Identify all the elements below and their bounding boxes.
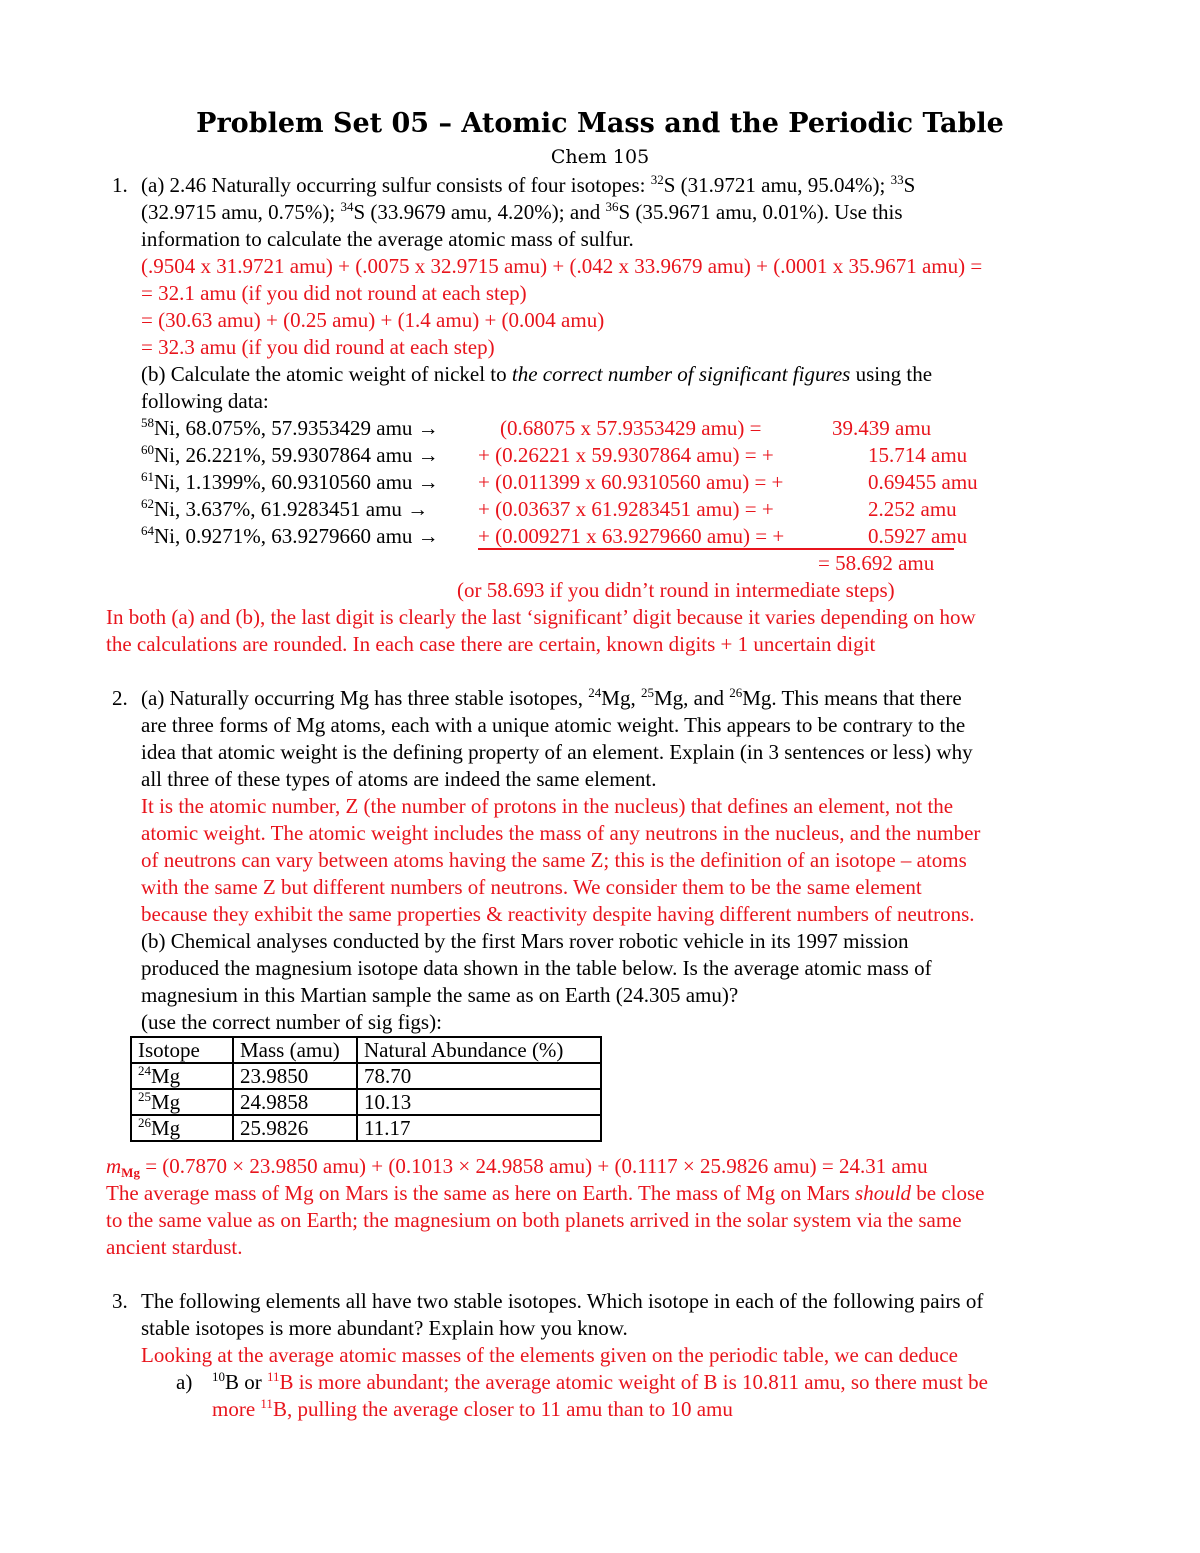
q1a-answer-4: = 32.3 amu (if you did round at each step) [141,335,495,359]
mg-isotope-table [130,1036,602,1142]
ni-calc-60: + (0.26221 x 59.9307864 amu) = + [478,443,774,467]
q2a-answer-5: because they exhibit the same properties & reactivity despite having different numbers of neutrons. [141,902,975,926]
ni-result-62: 2.252 amu [868,497,957,521]
table-cell: $^{26}$Mg [131,1115,233,1141]
table-cell: 10.13 [357,1089,601,1115]
q2b-line-4: (use the correct number of sig figs): [141,1010,442,1034]
q2a-line-2: are three forms of Mg atoms, each with a unique atomic weight. This appears to be contrary to the [141,713,966,737]
q1b-line-2: following data: [141,389,269,413]
course-label: Chem 105 [550,146,650,168]
ni-row-64: $^{64}$Ni, 0.9271%, 63.9279660 amu → [141,523,439,548]
q2a-answer-2: atomic weight. The atomic weight includes the mass of any neutrons in the nucleus, and the number [141,821,981,845]
q2a-line-1: (a) Naturally occurring Mg has three stable isotopes, $^{24}$Mg, $^{25}$Mg, and $^{26}$Mg. This means that there [141,685,962,710]
ni-result-58: 39.439 amu [832,416,932,440]
arrow-icon: → [417,416,439,440]
ni-total: = 58.692 amu [818,551,935,575]
ni-calc-62: + (0.03637 x 61.9283451 amu) = + [478,497,774,521]
ni-row-58: $^{58}$Ni, 68.075%, 57.9353429 amu → [141,415,439,440]
table-row [131,1115,601,1141]
q2a-line-3: idea that atomic weight is the defining property of an element. Explain (in 3 sentences or less) why [141,740,973,764]
table-row [131,1089,601,1115]
question-3-number: 3. [112,1289,128,1313]
arrow-icon: → [417,443,439,467]
table-cell: 11.17 [357,1115,601,1141]
ni-result-61: 0.69455 amu [868,470,978,494]
mg-mass-equation: $m_{Mg} = (0.7870 \times 23.9850$ amu) + (0.1013 × 24.9858 amu) + (0.1117 × 25.9826 amu) = 24.31 amu [106,1154,928,1180]
q2a-answer-1: It is the atomic number, Z (the number of protons in the nucleus) that defines an element, not the [141,794,954,818]
table-row [131,1063,601,1089]
table-cell: $^{25}$Mg [131,1089,233,1115]
q2b-answer-2: to the same value as on Earth; the magnesium on both planets arrived in the solar system via the same [106,1208,962,1232]
table-cell: 23.9850 [233,1063,357,1089]
q1b-line-1: (b) Calculate the atomic weight of nickel to the correct number of significant figures using the [141,362,933,386]
ni-result-64: 0.5927 amu [868,524,968,548]
q3-answer-1: Looking at the average atomic masses of the elements given on the periodic table, we can deduce [141,1343,958,1367]
q1a-line-2: (32.9715 amu, 0.75%); $^{34}$S (33.9679 amu, 4.20%); and $^{36}$S (35.9671 amu, 0.01%). Use this [141,199,903,224]
ni-calc-64: + (0.009271 x 63.9279660 amu) = + [478,524,785,548]
table-cell: 24.9858 [233,1089,357,1115]
q2a-answer-4: with the same Z but different numbers of neutrons. We consider them to be the same element [141,875,922,899]
q3-line-1: The following elements all have two stable isotopes. Which isotope in each of the following pairs of [141,1289,984,1313]
page-title: Problem Set 05 – Atomic Mass and the Periodic Table [196,108,1004,139]
q1a-answer-3: = (30.63 amu) + (0.25 amu) + (1.4 amu) + (0.004 amu) [141,308,605,332]
ni-result-60: 15.714 amu [868,443,968,467]
q2b-answer-1: The average mass of Mg on Mars is the same as here on Earth. The mass of Mg on Mars should be close [106,1181,985,1205]
arrow-icon: → [417,470,439,494]
q3a-line-2: more $^{11}$B, pulling the average closer to 11 amu than to 10 amu [212,1396,733,1421]
q2b-answer-3: ancient stardust. [106,1235,243,1259]
ni-calc-61: + (0.011399 x 60.9310560 amu) = + [478,470,784,494]
question-1-number: 1. [112,173,128,197]
q3a-label: a) [176,1370,193,1394]
ni-row-61: $^{61}$Ni, 1.1399%, 60.9310560 amu → [141,469,439,494]
table-cell: $^{24}$Mg [131,1063,233,1089]
question-2-number: 2. [112,686,128,710]
ni-row-62: $^{62}$Ni, 3.637%, 61.9283451 amu → [141,496,429,521]
table-header: Mass (amu) [233,1037,357,1063]
arrow-icon: → [417,524,439,548]
q2b-line-2: produced the magnesium isotope data shown in the table below. Is the average atomic mass of [141,956,932,980]
table-header: Natural Abundance (%) [357,1037,601,1063]
q2b-line-1: (b) Chemical analyses conducted by the first Mars rover robotic vehicle in its 1997 mission [141,929,909,953]
table-cell: 25.9826 [233,1115,357,1141]
q1a-answer-2: = 32.1 amu (if you did not round at each step) [141,281,527,305]
q2b-line-3: magnesium in this Martian sample the same as on Earth (24.305 amu)? [141,983,739,1007]
q2a-line-4: all three of these types of atoms are indeed the same element. [141,767,657,791]
arrow-icon: → [407,497,429,521]
ni-calc-58: (0.68075 x 57.9353429 amu) = [500,416,762,440]
q1a-answer-1: (.9504 x 31.9721 amu) + (.0075 x 32.9715 amu) + (.042 x 33.9679 amu) + (.0001 x 35.9671 amu) = [141,254,983,278]
q1-note-1: In both (a) and (b), the last digit is clearly the last ‘significant’ digit because it varies depending on how [106,605,976,629]
q3-line-2: stable isotopes is more abundant? Explain how you know. [141,1316,628,1340]
q1a-line-3: information to calculate the average atomic mass of sulfur. [141,227,634,251]
q2a-answer-3: of neutrons can vary between atoms having the same Z; this is the definition of an isotope – atoms [141,848,967,872]
table-cell: 78.70 [357,1063,601,1089]
q1a-line-1: (a) 2.46 Naturally occurring sulfur consists of four isotopes: $^{32}$S (31.9721 amu, 95.04%); $^{33}$S [141,172,916,197]
q1-note-2: the calculations are rounded. In each case there are certain, known digits + 1 uncertain digit [106,632,876,656]
table-header-row [131,1037,601,1063]
q3a-line-1: $^{10}$B or $^{11}$B is more abundant; the average atomic weight of B is 10.811 amu, so there must be [212,1369,988,1394]
table-header: Isotope [131,1037,233,1063]
ni-alt-total: (or 58.693 if you didn’t round in intermediate steps) [457,578,895,602]
ni-row-60: $^{60}$Ni, 26.221%, 59.9307864 amu → [141,442,439,467]
